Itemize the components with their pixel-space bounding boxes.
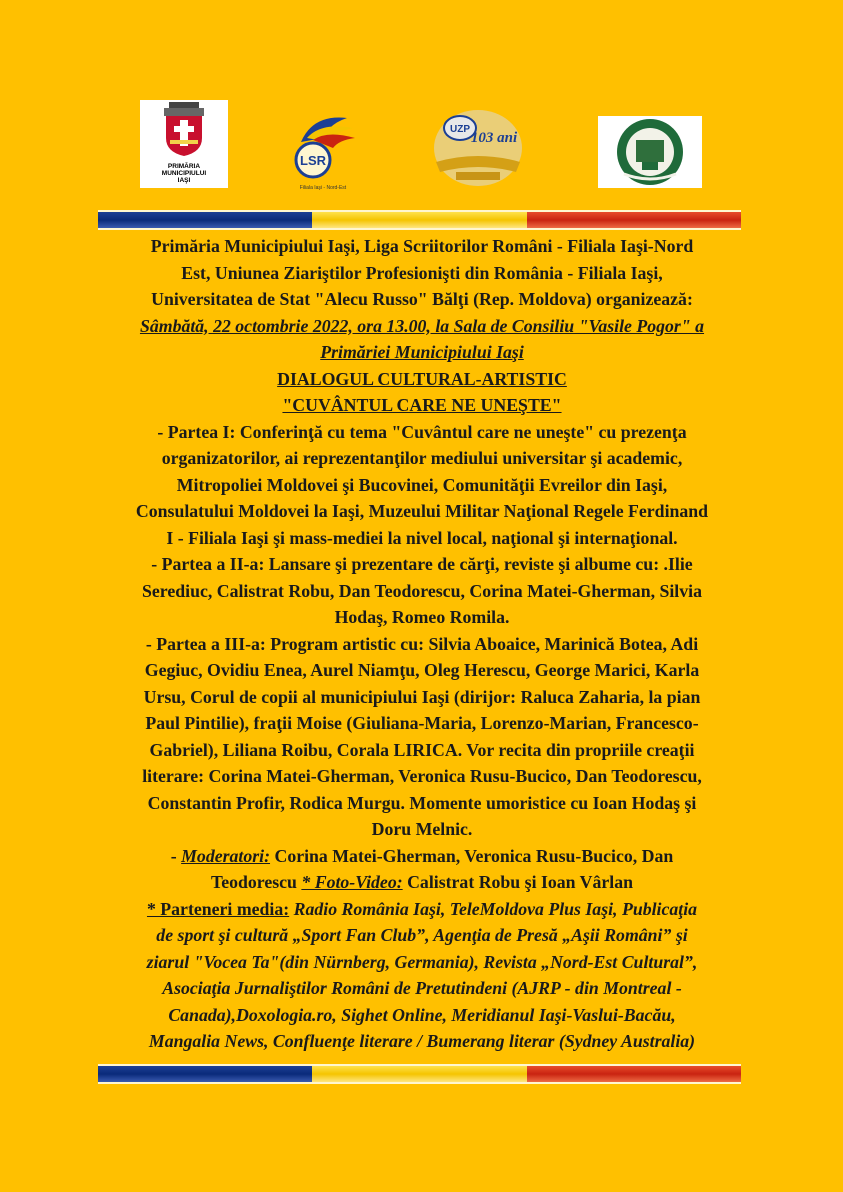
red-stripe — [527, 212, 741, 228]
uzp-text: UZP — [450, 124, 470, 135]
primaria-caption — [140, 163, 228, 184]
announcement-text — [92, 233, 752, 1055]
text-line: - Partea a III-a: Program artistic cu: Silvia Aboaice, Marinică Botea, Adi — [145, 633, 699, 654]
text-line: Mangalia News, Confluenţe literare / Bumerang literar (Sydney Australia) — [148, 1031, 696, 1051]
text-line: - Partea I: Conferinţă cu tema "Cuvântul care ne uneşte" cu prezenţa — [157, 421, 687, 442]
text-line: Mitropoliei Moldovei şi Bucovinei, Comunităţii Evreilor din Iaşi, — [176, 474, 668, 495]
part-one — [92, 419, 752, 552]
lsr-text: LSR — [300, 153, 326, 168]
blue-stripe — [98, 212, 312, 228]
text-line: organizatorilor, ai reprezentanţilor mediului universitar şi academic, — [161, 448, 683, 468]
text-line: Consulatului Moldovei la Iaşi, Muzeului Militar Naţional Regele Ferdinand — [135, 501, 709, 521]
text-line: Radio România Iaşi, TeleMoldova Plus Iaşi, Publicaţia — [289, 898, 698, 919]
moderators-names: Corina Matei-Gherman, Veronica Rusu-Bucico, Dan — [270, 845, 674, 866]
text-line: ziarul "Vocea Ta"(din Nürnberg, Germania), Revista „Nord-Est Cultural”, — [146, 951, 698, 972]
primaria-caption-line: IAŞI — [177, 177, 191, 184]
text-line: Hodaş, Romeo Romila. — [334, 607, 510, 627]
red-stripe — [527, 1066, 741, 1082]
tricolor-divider-top — [98, 210, 741, 230]
moderators-paragraph — [92, 843, 752, 896]
primaria-logo — [140, 100, 228, 188]
text-line: - Partea a II-a: Lansare şi prezentare de cărţi, reviste şi albume cu: .Ilie — [151, 554, 693, 574]
moderators-label: Moderatori: — [181, 845, 271, 866]
text-line: Gegiuc, Ovidiu Enea, Aurel Niamţu, Oleg Herescu, George Marici, Karla — [144, 660, 700, 680]
text-line: de sport şi cultură „Sport Fan Club”, Agenţia de Presă „Aşii Români” şi — [156, 925, 688, 945]
uzp-anniversary-icon — [430, 106, 526, 190]
text-line: Canada),Doxologia.ro, Sighet Online, Meridianul Iaşi-Vaslui-Bacău, — [168, 1004, 676, 1025]
text-line: Serediuc, Calistrat Robu, Dan Teodorescu, Corina Matei-Gherman, Silvia — [142, 580, 702, 601]
yellow-stripe — [312, 1066, 526, 1082]
event-title — [92, 366, 752, 419]
lsr-emblem-icon — [283, 108, 363, 180]
uzp-years-text: 103 ani — [470, 130, 518, 146]
university-seal-icon — [598, 116, 702, 188]
media-partners — [92, 896, 752, 1055]
blue-stripe — [98, 1066, 312, 1082]
moderators-names-cont: Teodorescu — [210, 872, 302, 892]
text-line: Est, Uniunea Ziariştilor Profesionişti din România - Filiala Iaşi, — [181, 262, 663, 283]
title-line: "CUVÂNTUL CARE NE UNEŞTE" — [282, 395, 562, 415]
primaria-caption-line: PRIMĂRIA — [167, 163, 201, 170]
event-date-location — [92, 313, 752, 366]
text-line: Doru Melnic. — [371, 819, 473, 839]
text-line: Constantin Profir, Rodica Murgu. Momente umoristice cu Ioan Hodaş şi — [147, 792, 697, 813]
part-two — [92, 551, 752, 631]
foto-video-label: * Foto-Video: — [301, 872, 403, 892]
text-line: I - Filiala Iaşi şi mass-mediei la nivel local, naţional şi internaţional. — [166, 527, 678, 548]
text-line: Asociaţia Jurnaliştilor Români de Pretutindeni (AJRP - din Montreal - — [162, 978, 682, 998]
lsr-caption: Filiala Iaşi - Nord-Est — [299, 185, 347, 191]
text-line: Universitatea de Stat "Alecu Russo" Bălţi (Rep. Moldova) organizează: — [151, 289, 693, 309]
text-line: literare: Corina Matei-Gherman, Veronica Rusu-Bucico, Dan Teodorescu, — [142, 766, 702, 786]
text-line: Ursu, Corul de copii al municipiului Iaşi (dirijor: Raluca Zaharia, la pian — [143, 686, 701, 707]
part-three — [92, 631, 752, 843]
usb-logo — [598, 116, 702, 188]
organizers-paragraph — [92, 233, 752, 313]
tricolor-divider-bottom — [98, 1064, 741, 1084]
text-line: Paul Pintilie), fraţii Moise (Giuliana-Maria, Lorenzo-Marian, Francesco- — [145, 713, 699, 733]
primaria-caption-line: MUNICIPIULUI — [161, 170, 207, 177]
foto-video-names: Calistrat Robu şi Ioan Vârlan — [402, 872, 634, 892]
lsr-logo — [283, 108, 363, 191]
logo-row — [0, 98, 843, 193]
yellow-stripe — [312, 212, 526, 228]
text-line: Primăriei Municipiului Iaşi — [320, 342, 524, 362]
title-line: DIALOGUL CULTURAL-ARTISTIC — [277, 368, 567, 389]
moderators-prefix: - — [170, 845, 182, 866]
text-line: Sâmbătă, 22 octombrie 2022, ora 13.00, la Sala de Consiliu "Vasile Pogor" a — [139, 315, 705, 336]
text-line: Gabriel), Liliana Roibu, Corala LIRICA. Vor recita din propriile creaţii — [149, 739, 695, 760]
text-line: Primăria Municipiului Iaşi, Liga Scriitorilor Români - Filiala Iaşi-Nord — [150, 236, 694, 256]
uzp-logo — [430, 106, 526, 190]
coat-of-arms-icon — [140, 100, 228, 158]
media-partners-label: * Parteneri media: — [146, 898, 290, 919]
